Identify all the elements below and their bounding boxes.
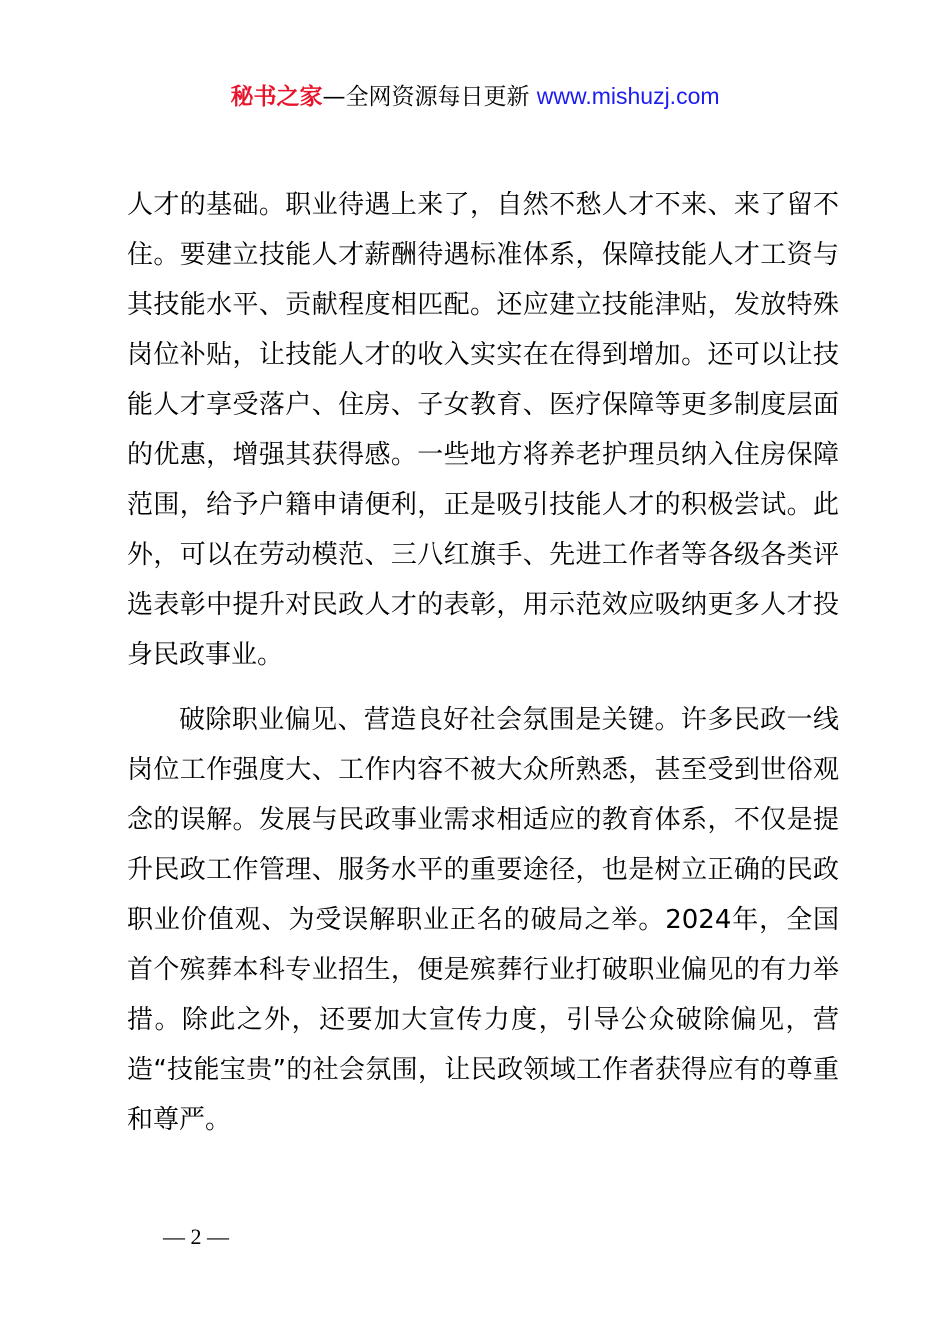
banner-tagline: —全网资源每日更新 [322,84,537,110]
page-number: — 2 — [163,1224,229,1249]
paragraph-continued: 人才的基础。职业待遇上来了，自然不愁人才不来、来了留不住。要建立技能人才薪酬待遇标准体系，保障技能人才工资与其技能水平、贡献程度相匹配。还应建立技能津贴，发放特殊岗位补贴，让技能人才的收入实实在在得到增加。还可以让技能人才享受落户、住房、子女教育、医疗保障等更多制度层面的优惠，增强其获得感。一些地方将养老护理员纳入住房保障范围，给予户籍申请便利，正是吸引技能人才的积极尝试。此外，可以在劳动模范、三八红旗手、先进工作者等各级各类评选表彰中提升对民政人才的表彰，用示范效应吸纳更多人才投身民政事业。 [127,190,839,670]
document-body [127,180,839,1145]
paragraph-breaking-bias: 破除职业偏见、营造良好社会氛围是关键。许多民政一线岗位工作强度大、工作内容不被大众所熟悉，甚至受到世俗观念的误解。发展与民政事业需求相适应的教育体系，不仅是提升民政工作管理、服务水平的重要途径，也是树立正确的民政职业价值观、为受误解职业正名的破局之举。2024年，全国首个殡葬本科专业招生，便是殡葬行业打破职业偏见的有力举措。除此之外，还要加大宣传力度，引导公众破除偏见，营造“技能宝贵”的社会氛围，让民政领域工作者获得应有的尊重和尊严。 [127,705,839,1135]
brand-name: 秘书之家 [230,84,323,110]
site-banner [0,80,950,113]
site-url-link[interactable]: www.mishuzj.com [536,83,720,109]
